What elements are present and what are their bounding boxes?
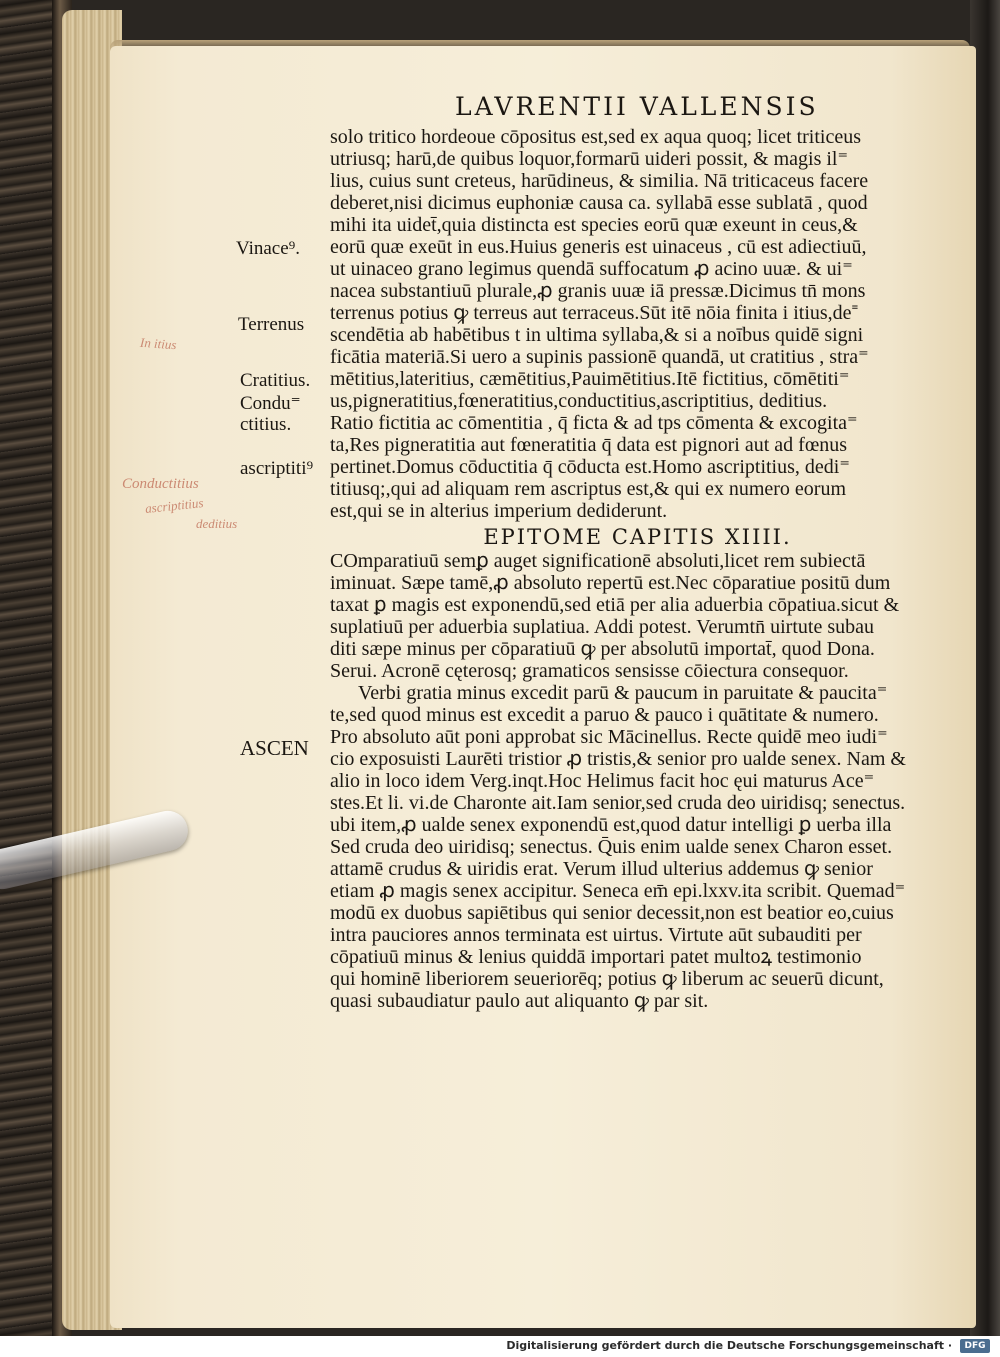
text-line: diti sæpe minus per cōparatiuū ꝙ per absolutū importat̄, quod Dona. bbox=[330, 638, 875, 660]
text-line: te,sed quod minus est excedit a paruo & pauco i quātitate & numero. bbox=[330, 704, 879, 726]
paragraph-3 bbox=[330, 682, 945, 1012]
margin-note-ascriptitius: ascriptiti⁹ bbox=[240, 458, 314, 479]
text-line: Verbi gratia minus excedit parū & paucum in paruitate & paucita⁼ bbox=[358, 682, 888, 704]
text-line: mētitius,lateritius, cæmētitius,Pauimētitius.Itē fictitius, cōmētiti⁼ bbox=[330, 368, 850, 390]
red-annotation-4: deditius bbox=[196, 516, 238, 531]
text-line: ficātia materiā.Si uero a supinis passionē quandā, ut cratitius , stra⁼ bbox=[330, 346, 869, 368]
text-line: qui hominē liberiorem seueriorēq; potius ꝙ liberum ac seuerū dicunt, bbox=[330, 968, 884, 990]
text-line: scendētia ab habētibus t in ultima syllaba,& si a noībus quidē signi bbox=[330, 324, 864, 346]
text-line: Pro absoluto aūt poni approbat sic Mācinellus. Recte quidē meo iudi⁼ bbox=[330, 726, 888, 748]
text-line: mihi ita uidet̄,quia distincta est species eorū quæ exeunt in ceus,& bbox=[330, 214, 858, 236]
margin-note-vinaceus: Vinace⁹. bbox=[236, 238, 301, 259]
section-heading: EPITOME CAPITIS XIIII. bbox=[483, 525, 792, 549]
text-line: intra pauciores annos terminata est uirtus. Virtute aūt subauditi per bbox=[330, 924, 862, 946]
margin-note-conductitius-2: ctitius. bbox=[240, 414, 292, 435]
footer-bar bbox=[0, 1336, 1000, 1357]
text-line: pertinet.Domus cōductitia q̄ cōducta est.Homo ascriptitius, dedi⁼ bbox=[330, 456, 850, 478]
paragraph-1 bbox=[330, 126, 945, 522]
margin-note-cratitius: Cratitius. bbox=[240, 370, 311, 391]
text-line: cōpatiuū minus & lenius quiddā importari patet multoꝝ testimonio bbox=[330, 946, 862, 968]
text-line: attamē crudus & uiridis erat. Verum illud ulterius addemus ꝙ senior bbox=[330, 858, 873, 880]
margin-note-conductitius-1: Condu⁼ bbox=[240, 393, 301, 414]
text-line: taxat ꝑ magis est exponendū,sed etiā per alia aduerbia cōpatiua.sicut & bbox=[330, 594, 900, 616]
text-line: utriusq; harū,de quibus loquor,formarū uideri possit, & magis il⁼ bbox=[330, 148, 849, 170]
text-line: etiam ꝓ magis senex accipitur. Seneca em̄ epi.lxxv.ita scribit. Quemad⁼ bbox=[330, 880, 906, 902]
text-line: Sed cruda deo uiridisq; senectus. Q̄uis enim ualde senex Charon esset. bbox=[330, 836, 893, 858]
text-line: Ratio fictitia ac cōmentitia , q̄ ficta & ad tps cōmenta & excogita⁼ bbox=[330, 412, 858, 434]
text-line: stes.Et li. vi.de Charonte ait.Iam senior,sed cruda deo uiridisq; senectus. bbox=[330, 792, 906, 814]
text-line: est,qui se in alterius imperium dediderunt. bbox=[330, 500, 668, 522]
text-line: cio exposuisti Laurēti tristior ꝓ tristis,& senior pro ualde senex. Nam & bbox=[330, 748, 906, 770]
text-line: COmparatiuū semꝑ auget significationē absoluti,licet rem subiectā bbox=[330, 550, 866, 572]
text-line: quasi subaudiatur paulo aut aliquanto ꝙ par sit. bbox=[330, 990, 709, 1012]
text-line: nacea substantiuū plurale,ꝓ granis uuæ iā pressæ.Dicimus tn̄ mons bbox=[330, 280, 866, 302]
text-line: solo tritico hordeoue cōpositus est,sed ex aqua quoq; licet triticeus bbox=[330, 126, 861, 148]
text-line: suplatiuū per aduerbia suplatiua. Addi potest. Verumtn̄ uirtute subau bbox=[330, 616, 874, 638]
footer-credit: Digitalisierung gefördert durch die Deutsche Forschungsgemeinschaft · bbox=[506, 1339, 952, 1352]
text-line: ubi item,ꝓ ualde senex exponendū est,quod datur intelligi ꝑ uerba illa bbox=[330, 814, 892, 836]
text-line: ut uinaceo grano legimus quendā suffocatum ꝓ acino uuæ. & ui⁼ bbox=[330, 258, 853, 280]
text-line: modū ex duobus sapiētibus qui senior decessit,non est beatior eo,cuius bbox=[330, 902, 894, 924]
running-head: LAVRENTII VALLENSIS bbox=[455, 92, 819, 121]
margin-note-ascensius: ASCEN bbox=[240, 736, 309, 760]
text-line: deberet,nisi dicimus euphoniæ causa ca. syllabā esse sublatā , quod bbox=[330, 192, 868, 214]
text-line: titiusq;,qui ad aliquam rem ascriptus est,& qui ex numero eorum bbox=[330, 478, 847, 500]
text-line: lius, cuius sunt creteus, harūdineus, & similia. Nā triticaceus facere bbox=[330, 170, 869, 192]
margin-note-terrenus: Terrenus bbox=[238, 314, 305, 335]
red-annotation-2: Conductitius bbox=[122, 476, 199, 492]
text-line: eorū quæ exeūt in eus.Huius generis est uinaceus , cū est adiectiuū, bbox=[330, 236, 867, 258]
text-line: ta,Res pigneratitia aut fœneratitia q̄ data est pignori aut ad fœnus bbox=[330, 434, 848, 456]
text-line: Serui. Acronē cęterosq; gramaticos sensisse cōiectura consequor. bbox=[330, 660, 849, 682]
text-line: alio in loco idem Verg.inqt.Hoc Helimus facit hoc ęui maturus Ace⁼ bbox=[330, 770, 875, 792]
paragraph-2 bbox=[330, 550, 945, 682]
main-text-block bbox=[330, 126, 945, 1012]
text-line: terrenus potius ꝙ terreus aut terraceus.Sūt itē nōia finita i itius,de⁼ bbox=[330, 302, 859, 324]
text-line: iminuat. Sæpe tamē,ꝓ absoluto repertū est.Nec cōparatiue positū dum bbox=[330, 572, 891, 594]
text-line: us,pigneratitius,fœneratitius,conductitius,ascriptitius, deditius. bbox=[330, 390, 828, 412]
red-annotation-3: ascriptitius bbox=[144, 494, 205, 517]
dfg-logo-icon: DFG bbox=[960, 1339, 990, 1353]
red-annotation-1: In itius bbox=[139, 334, 177, 353]
